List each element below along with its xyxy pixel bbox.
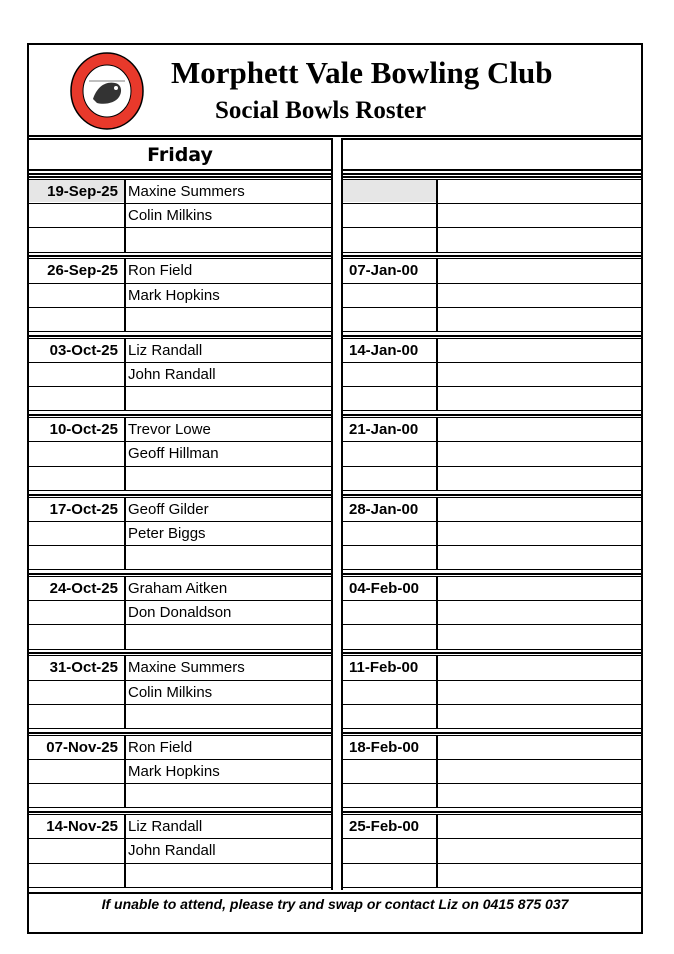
roster-date: 26-Sep-25	[47, 262, 118, 280]
block-top	[29, 652, 331, 654]
row-line	[29, 887, 331, 888]
row-line	[341, 227, 641, 228]
row-line	[341, 466, 641, 467]
row-line	[341, 283, 641, 284]
row-line	[29, 331, 331, 332]
day-row-top	[29, 138, 331, 140]
row-line	[341, 624, 641, 625]
row-line	[29, 490, 331, 491]
date-column-divider	[436, 497, 438, 570]
date-column-divider	[124, 417, 126, 490]
date-column-divider	[124, 179, 126, 252]
header-divider	[29, 135, 641, 137]
row-line	[341, 307, 641, 308]
row-line	[341, 649, 641, 650]
roster-date: 18-Feb-00	[349, 738, 420, 756]
footer-note: If unable to attend, please try and swap or contact Liz on 0415 875 037	[101, 895, 569, 912]
roster-date: 07-Nov-25	[46, 738, 118, 756]
player-name	[128, 228, 327, 251]
block-top	[341, 573, 641, 575]
player-name: Colin Milkins	[128, 683, 213, 701]
roster-date: 25-Feb-00	[349, 818, 420, 836]
row-line	[341, 759, 641, 760]
day-row-bottom	[341, 169, 641, 171]
player-name: John Randall	[128, 842, 216, 860]
center-divider	[331, 138, 333, 890]
block-top	[29, 494, 331, 496]
player-name: Mark Hopkins	[128, 763, 220, 780]
player-name: Geoff Hillman	[128, 445, 219, 463]
row-line	[341, 783, 641, 784]
player-name: Ron Field	[128, 738, 193, 756]
block-top	[341, 732, 641, 734]
block-top	[29, 732, 331, 734]
block-top	[341, 176, 641, 178]
row-line	[341, 863, 641, 864]
date-column-divider	[436, 576, 438, 649]
date-column-divider	[124, 655, 126, 728]
roster-date: 24-Oct-25	[49, 580, 118, 597]
day-row-top	[341, 138, 641, 140]
roster-date: 14-Jan-00	[349, 341, 419, 359]
player-name	[128, 784, 327, 807]
date-column-divider	[436, 814, 438, 887]
player-name: Don Donaldson	[128, 604, 232, 622]
player-name: Ron Field	[128, 262, 193, 280]
row-line	[341, 807, 641, 808]
roster-title: Social Bowls Roster	[215, 97, 427, 124]
header: Morphett Vale Bowling Club Social Bowls Roster	[29, 45, 641, 137]
player-name: John Randall	[128, 366, 216, 383]
block-top	[341, 652, 641, 654]
row-line	[29, 252, 331, 253]
block-top	[341, 255, 641, 257]
row-line	[29, 410, 331, 411]
player-name: Mark Hopkins	[128, 286, 220, 304]
date-column-divider	[124, 338, 126, 411]
day-row-bottom	[29, 173, 331, 175]
row-line	[29, 569, 331, 570]
player-name: Colin Milkins	[128, 207, 213, 225]
roster-date: 17-Oct-25	[49, 500, 118, 518]
player-name	[128, 705, 327, 728]
player-name: Graham Aitken	[128, 580, 228, 597]
block-top	[29, 811, 331, 813]
date-column-divider	[124, 735, 126, 808]
row-line	[341, 680, 641, 681]
date-column-divider	[436, 258, 438, 331]
block-top	[29, 573, 331, 575]
row-line	[341, 887, 641, 888]
roster-date: 10-Oct-25	[49, 421, 118, 439]
date-column-divider	[436, 179, 438, 252]
roster-sheet	[27, 43, 643, 934]
row-line	[341, 410, 641, 411]
date-column-divider	[436, 655, 438, 728]
footer-divider	[29, 892, 641, 894]
block-top	[29, 335, 331, 337]
row-line	[341, 600, 641, 601]
player-name	[128, 864, 327, 887]
row-line	[341, 331, 641, 332]
block-top	[341, 414, 641, 416]
block-top	[341, 494, 641, 496]
block-top	[29, 176, 331, 178]
row-line	[29, 807, 331, 808]
row-line	[341, 362, 641, 363]
player-name: Liz Randall	[128, 341, 203, 359]
row-line	[341, 386, 641, 387]
date-column-divider	[436, 338, 438, 411]
player-name: Maxine Summers	[128, 659, 245, 677]
player-name: Maxine Summers	[128, 183, 245, 200]
block-top	[29, 414, 331, 416]
block-top	[29, 255, 331, 257]
row-line	[341, 490, 641, 491]
day-label: Friday	[147, 144, 213, 166]
date-column-divider	[124, 814, 126, 887]
player-name	[128, 387, 327, 410]
row-line	[341, 203, 641, 204]
row-line	[341, 728, 641, 729]
row-line	[29, 649, 331, 650]
roster-date: 21-Jan-00	[349, 421, 419, 439]
day-row-bottom	[29, 169, 331, 171]
player-name: Liz Randall	[128, 818, 203, 836]
roster-date: 19-Sep-25	[47, 183, 118, 200]
roster-date: 07-Jan-00	[349, 262, 419, 280]
date-column-divider	[124, 497, 126, 570]
player-name	[128, 625, 327, 648]
row-line	[29, 728, 331, 729]
bowling-club-crest-icon	[69, 51, 145, 131]
player-name: Geoff Gilder	[128, 500, 209, 518]
block-top	[341, 335, 641, 337]
date-column-divider	[436, 417, 438, 490]
player-name: Peter Biggs	[128, 524, 206, 542]
roster-date: 28-Jan-00	[349, 500, 419, 518]
roster-date	[349, 180, 434, 203]
row-line	[341, 569, 641, 570]
row-line	[341, 838, 641, 839]
roster-date: 14-Nov-25	[46, 818, 118, 836]
row-line	[341, 441, 641, 442]
row-line	[341, 545, 641, 546]
roster-date: 11-Feb-00	[349, 659, 419, 677]
row-line	[341, 704, 641, 705]
date-column-divider	[124, 258, 126, 331]
block-top	[341, 811, 641, 813]
player-name	[128, 308, 327, 331]
day-row-bottom	[341, 173, 641, 175]
player-name: Trevor Lowe	[128, 421, 211, 439]
roster-date: 04-Feb-00	[349, 580, 420, 597]
player-name	[128, 467, 327, 490]
roster-date: 03-Oct-25	[49, 341, 118, 359]
date-column-divider	[436, 735, 438, 808]
row-line	[341, 521, 641, 522]
row-line	[341, 252, 641, 253]
roster-date: 31-Oct-25	[49, 659, 118, 677]
date-column-divider	[124, 576, 126, 649]
player-name	[128, 546, 327, 569]
